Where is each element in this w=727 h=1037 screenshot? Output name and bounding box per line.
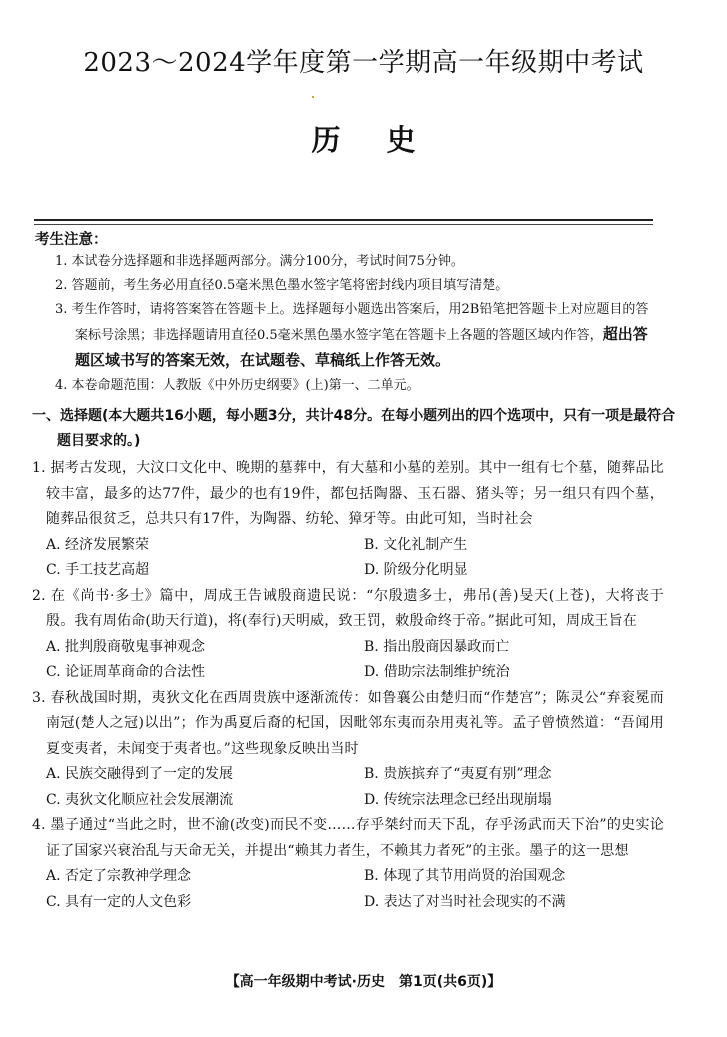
option-b: B. 体现了其节用尚贤的治国观念 — [364, 868, 566, 884]
notice-heading: 考生注意： — [35, 232, 108, 248]
option-a: A. 民族交融得到了一定的发展 — [46, 766, 234, 782]
option-a: A. 否定了宗教神学理念 — [46, 868, 192, 884]
option-b: B. 贵族摈弃了“夷夏有别”理念 — [364, 766, 552, 782]
option-group — [32, 762, 664, 813]
option-d: D. 借助宗法制维护统治 — [364, 664, 510, 680]
section-heading: 一、选择题(本大题共16小题，每小题3分，共计48分。在每小题列出的四个选项中，只有一项是最符合题目要求的。) — [32, 408, 676, 449]
notice-item-text: 4. 本卷命题范围：人教版《中外历史纲要》(上)第一、二单元。 — [55, 378, 420, 393]
option-b: B. 文化礼制产生 — [364, 536, 468, 553]
notice-item-2 — [35, 274, 660, 298]
print-speck — [312, 96, 314, 98]
option-c: C. 夷狄文化顺应社会发展潮流 — [46, 791, 234, 808]
exam-title: 2023～2024学年度第一学期高一年级期中考试 — [83, 48, 644, 78]
page-footer: 【高一年级期中考试·历史 第1页(共6页)】 — [225, 974, 502, 990]
question-stem: 4. 墨子通过“当此之时，世不渝(改变)而民不变……存乎桀纣而天下乱，存乎汤武而天下治”的史实论证了国家兴衰治乱与天命无关，并提出“赖其力者生，不赖其力者死”的主张。墨子的这一思想 — [32, 817, 664, 859]
question-3 — [32, 686, 664, 814]
question-4 — [32, 813, 664, 915]
option-group — [32, 864, 664, 915]
notice-list — [35, 250, 660, 398]
question-stem: 3. 春秋战国时期，夷狄文化在西周贵族中逐渐流传：如鲁襄公由楚归而“作楚宫”；陈灵公“弃衮冕而南冠(楚人之冠)以出”；作为禹夏后裔的杞国，因毗邻东夷而杂用夷礼等。孟子曾愤然道：“吾闻用夏变夷者，未闻变于夷者也。”这些现象反映出当时 — [32, 689, 664, 757]
option-c: C. 手工技艺高超 — [46, 562, 150, 578]
notice-item-text: 3. 考生作答时，请将答案答在答题卡上。选择题每小题选出答案后，用2B铅笔把答题卡上对应题目的答案标号涂黑；非选择题请用直径0.5毫米黑色墨水签字笔在答题卡上各题的答题区域内作答， — [55, 302, 649, 343]
notice-item-3 — [35, 298, 660, 374]
question-1 — [32, 456, 664, 584]
option-c: C. 具有一定的人文色彩 — [46, 893, 192, 910]
question-list — [32, 456, 664, 915]
option-a: A. 经济发展繁荣 — [46, 536, 150, 553]
notice-emphasis: 超出答题区域书写的答案无效，在试题卷、草稿纸上作答无效。 — [75, 325, 648, 369]
notice-item-4 — [35, 374, 660, 398]
question-2 — [32, 584, 664, 686]
option-c: C. 论证周革商命的合法性 — [46, 664, 206, 680]
header-divider-thick — [34, 219, 653, 221]
notice-item-1 — [35, 250, 660, 274]
notice-item-text: 1. 本试卷分选择题和非选择题两部分。满分100分，考试时间75分钟。 — [55, 254, 464, 269]
option-d: D. 传统宗法理念已经出现崩塌 — [364, 791, 552, 808]
notice-item-text: 2. 答题前，考生务必用直径0.5毫米黑色墨水签字笔将密封线内项目填写清楚。 — [55, 278, 509, 293]
question-stem: 2. 在《尚书·多士》篇中，周成王告诫殷商遗民说：“尔殷遗多士，弗吊(善)旻天(上苍)，大将丧于殷。我有周佑命(助天行道)，将(奉行)天明威，致王罚，敕殷命终于帝。”据此可知，周成王旨在 — [32, 587, 664, 629]
header-divider-thin — [34, 224, 653, 225]
option-group — [32, 635, 664, 686]
option-d: D. 阶级分化明显 — [364, 562, 468, 578]
option-group — [32, 533, 664, 584]
question-stem: 1. 据考古发现，大汶口文化中、晚期的墓葬中，有大墓和小墓的差别。其中一组有七个墓，随葬品比较丰富，最多的达77件，最少的也有19件，都包括陶器、玉石器、猪头等；另一组只有四个墓，随葬品很贫乏，总共只有17件，为陶器、纺轮、獐牙等。由此可知，当时社会 — [32, 460, 664, 527]
option-a: A. 批判殷商敬鬼事神观念 — [46, 638, 206, 655]
subject-title: 历史 — [311, 123, 462, 157]
option-b: B. 指出殷商因暴政而亡 — [364, 638, 510, 655]
option-d: D. 表达了对当时社会现实的不满 — [364, 893, 566, 910]
